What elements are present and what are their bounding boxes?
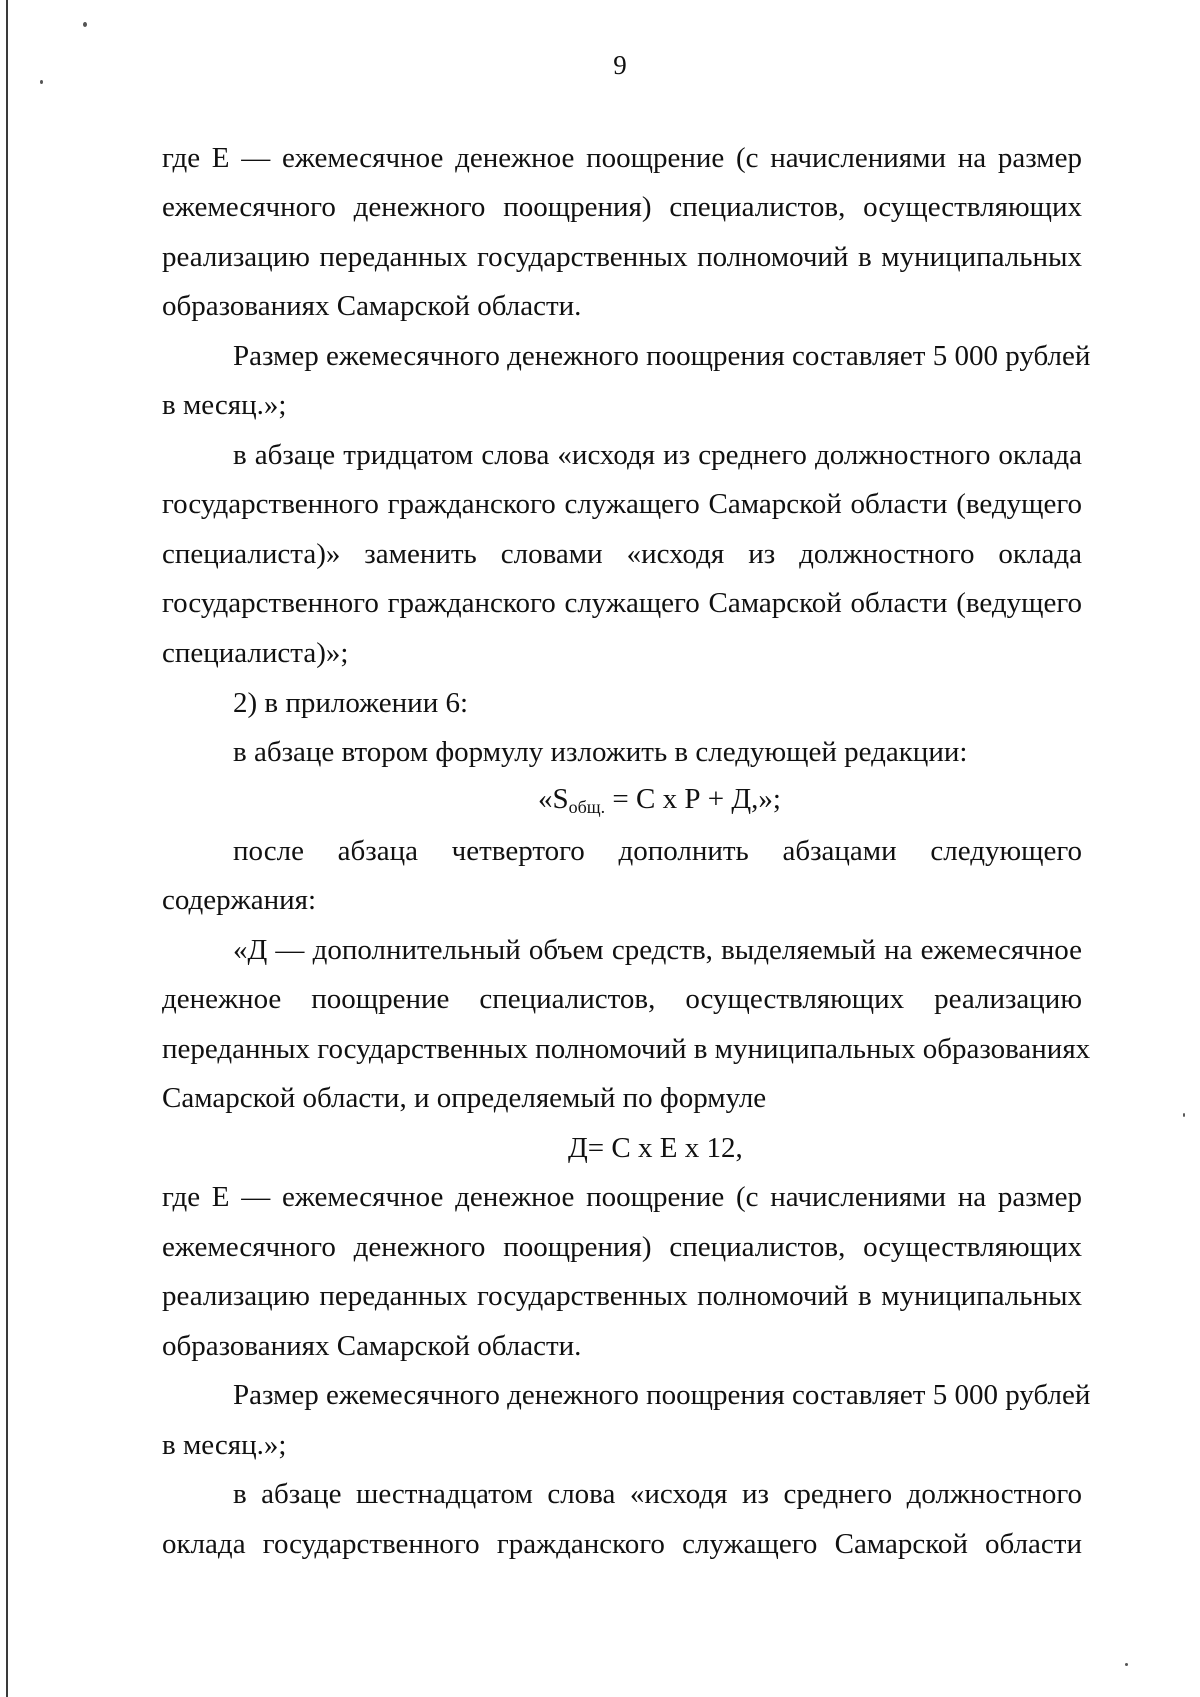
text-line: в абзаце шестнадцатом слова «исходя из среднего должностного xyxy=(233,1478,1082,1510)
text-line: реализацию переданных государственных полномочий в муниципальных xyxy=(162,1280,1082,1312)
text-line: Самарской области, и определяемый по формуле xyxy=(162,1082,767,1114)
text-line: после абзаца четвертого дополнить абзацами следующего xyxy=(233,835,1082,867)
text-line: где Е — ежемесячное денежное поощрение (с начислениями на размер xyxy=(162,142,1082,174)
formula-additional: Д= С х Е х 12, xyxy=(568,1132,743,1164)
text-line: специалиста)» заменить словами «исходя из должностного оклада xyxy=(162,538,1082,570)
scan-speck xyxy=(83,22,87,27)
text-line: 2) в приложении 6: xyxy=(233,687,469,719)
text-line: ежемесячного денежного поощрения) специалистов, осуществляющих xyxy=(162,1231,1082,1263)
text-line: реализацию переданных государственных полномочий в муниципальных xyxy=(162,241,1082,273)
text-line: в абзаце тридцатом слова «исходя из среднего должностного оклада xyxy=(233,439,1082,471)
text-line: где Е — ежемесячное денежное поощрение (с начислениями на размер xyxy=(162,1181,1082,1213)
text-line: Размер ежемесячного денежного поощрения составляет 5 000 рублей xyxy=(233,1379,1091,1411)
text-line: государственного гражданского служащего Самарской области (ведущего xyxy=(162,488,1082,520)
scan-page-edge xyxy=(6,0,8,1697)
text-line: государственного гражданского служащего Самарской области (ведущего xyxy=(162,587,1082,619)
text-line: Размер ежемесячного денежного поощрения составляет 5 000 рублей xyxy=(233,340,1091,372)
formula-total-subscript: общ. xyxy=(568,797,606,817)
formula-total-open: «S xyxy=(538,783,569,815)
text-line: переданных государственных полномочий в муниципальных образованиях xyxy=(162,1033,1091,1065)
text-line: денежное поощрение специалистов, осуществляющих реализацию xyxy=(162,983,1082,1015)
text-line: в месяц.»; xyxy=(162,1429,287,1461)
scan-speck xyxy=(1183,1113,1185,1117)
text-line: специалиста)»; xyxy=(162,637,349,669)
text-line: ежемесячного денежного поощрения) специалистов, осуществляющих xyxy=(162,191,1082,223)
text-line: образованиях Самарской области. xyxy=(162,290,582,322)
formula-total-rest: = С х Р + Д,»; xyxy=(605,783,781,815)
text-line: «Д — дополнительный объем средств, выделяемый на ежемесячное xyxy=(233,934,1082,966)
text-line: в абзаце втором формулу изложить в следующей редакции: xyxy=(233,736,968,768)
scan-speck xyxy=(1125,1663,1128,1666)
page-number: 9 xyxy=(613,50,627,80)
text-line: образованиях Самарской области. xyxy=(162,1330,582,1362)
text-line: в месяц.»; xyxy=(162,389,287,421)
text-line: содержания: xyxy=(162,884,317,916)
formula-total xyxy=(538,782,781,824)
text-line: оклада государственного гражданского служащего Самарской области xyxy=(162,1528,1082,1560)
